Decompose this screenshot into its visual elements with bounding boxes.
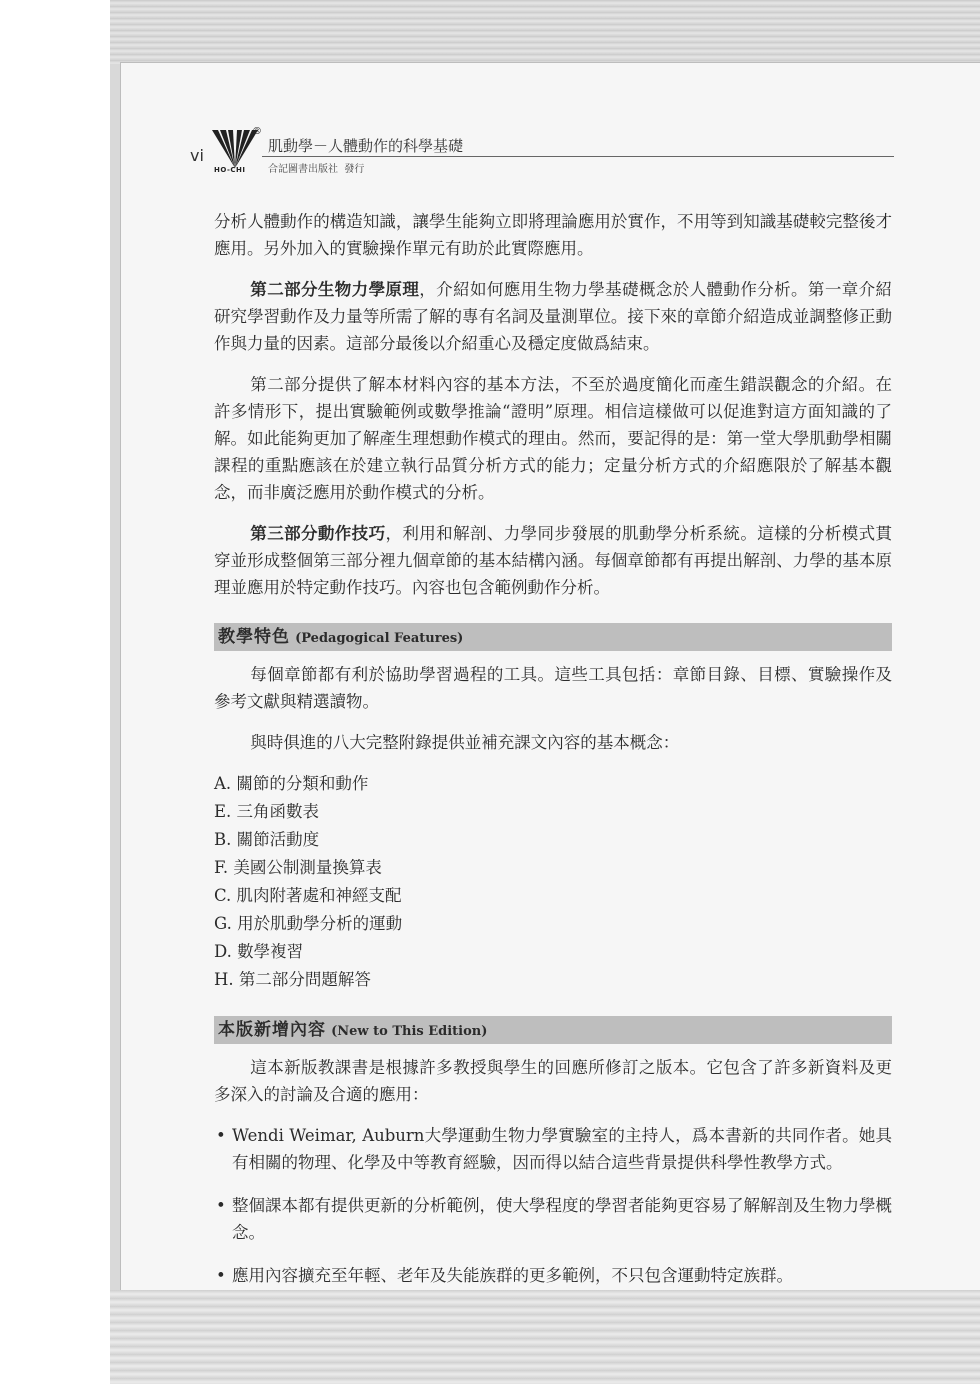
section-title-en: (Pedagogical Features) (295, 631, 464, 646)
part-two-heading: 第二部分生物力學原理 (250, 280, 420, 299)
bullet-icon: • (216, 1126, 226, 1145)
scan-margin (0, 0, 110, 1384)
list-item: F. 美國公制測量換算表 (214, 858, 382, 877)
section-title-en: (New to This Edition) (331, 1024, 488, 1039)
bullet-icon: • (216, 1266, 226, 1285)
list-item: C. 肌肉附著處和神經支配 (214, 886, 402, 905)
list-item-text: 整個課本都有提供更新的分析範例，使大學程度的學習者能夠更容易了解解剖及生物力學概念。 (232, 1196, 892, 1242)
scan-artifact-top (110, 0, 980, 64)
part-three-text: ，利用和解剖、力學同步發展的肌動學分析系統。這樣的分析模式貫穿並形成整個第三部分裡九個章節的基本結構內涵。每個章節都有再提出解剖、力學的基本原理並應用於特定動作技巧。內容也包含範例動作分析。 (214, 524, 893, 597)
list-item-text: 應用內容擴充至年輕、老年及失能族群的更多範例，不只包含運動特定族群。 (232, 1266, 793, 1285)
list-item: H. 第二部分問題解答 (214, 970, 371, 989)
paragraph-new-edition: 這本新版教課書是根據許多教授與學生的回應所修訂之版本。它包含了許多新資料及更多深入的討論及合適的應用： (214, 1058, 892, 1104)
main-content (214, 208, 892, 1305)
section-title-zh: 教學特色 (218, 627, 290, 647)
publisher-line: 合記圖書出版社 發行 (268, 164, 365, 175)
section-heading-pedagogical (214, 623, 892, 651)
bullet-icon: • (216, 1196, 226, 1215)
paragraph-part-two-method: 第二部分提供了解本材料內容的基本方法，不至於過度簡化而產生錯誤觀念的介紹。在許多情形下，提出實驗範例或數學推論“證明”原理。相信這樣做可以促進對這方面知識的了解。如此能夠更加了解產生理想動作模式的理由。然而，要記得的是：第一堂大學肌動學相關課程的重點應該在於建立執行品質分析方式的能力；定量分析方式的介紹應限於了解基本觀念，而非廣泛應用於動作模式的分析。 (214, 375, 892, 502)
list-item (214, 1262, 892, 1289)
logo-text: HO-CHI (214, 166, 246, 174)
part-two-text: ，介紹如何應用生物力學基礎概念於人體動作分析。第一章介紹研究學習動作及力量等所需了解的專有名詞及量測單位。接下來的章節介紹造成並調整修正動作與力量的因素。這部分最後以介紹重心及穩定度做爲結束。 (214, 280, 893, 353)
list-item-text: Wendi Weimar, Auburn大學運動生物力學實驗室的主持人，爲本書新的共同作者。她具有相關的物理、化學及中等教育經驗，因而得以結合這些背景提供科學性教學方式。 (232, 1126, 892, 1172)
list-item: E. 三角函數表 (214, 802, 320, 821)
list-item (214, 1192, 892, 1246)
appendix-list (214, 770, 892, 994)
paragraph-appendices-intro: 與時俱進的八大完整附錄提供並補充課文內容的基本概念： (250, 733, 680, 752)
page-number: vi (190, 146, 204, 165)
running-header-title: 肌動學－人體動作的科學基礎 (268, 137, 464, 155)
list-item: G. 用於肌動學分析的運動 (214, 914, 403, 933)
registered-mark: ® (252, 126, 262, 137)
section-heading-new-edition (214, 1016, 892, 1044)
list-item: A. 關節的分類和動作 (214, 774, 369, 793)
part-three-heading: 第三部分動作技巧 (250, 524, 386, 543)
section-title-zh: 本版新增內容 (218, 1020, 326, 1040)
paragraph-intro-continued: 分析人體動作的構造知識，讓學生能夠立即將理論應用於實作，不用等到知識基礎較完整後才應用。另外加入的實驗操作單元有助於此實際應用。 (214, 212, 892, 258)
list-item: B. 關節活動度 (214, 830, 320, 849)
list-item: D. 數學複習 (214, 942, 304, 961)
paragraph-part-three (214, 520, 892, 601)
paragraph-part-two (214, 276, 892, 357)
new-edition-list (214, 1122, 892, 1289)
header-rule (262, 156, 894, 157)
list-item (214, 1122, 892, 1176)
paragraph-tools: 每個章節都有利於協助學習過程的工具。這些工具包括：章節目錄、目標、實驗操作及參考文獻與精選讀物。 (214, 665, 892, 711)
